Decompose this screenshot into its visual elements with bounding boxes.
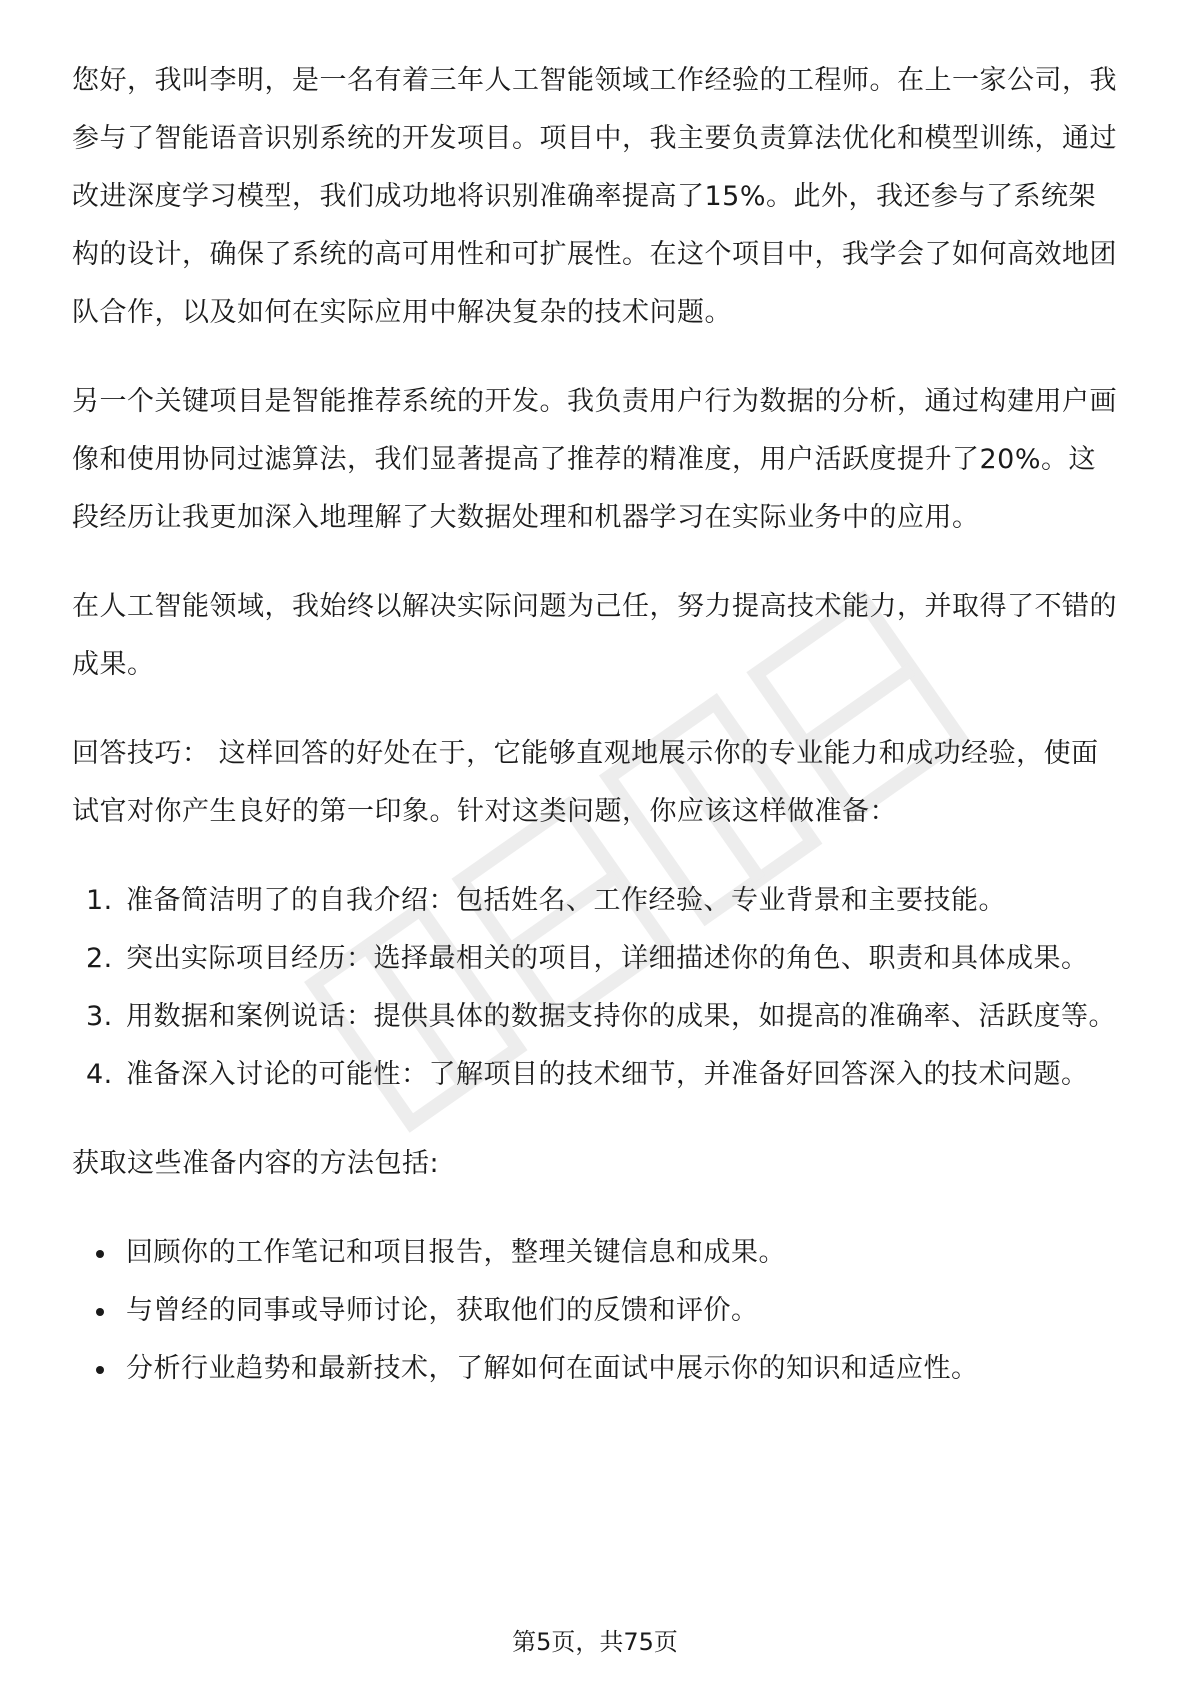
list-item-text: 回顾你的工作笔记和项目报告，整理关键信息和成果。 bbox=[126, 1237, 786, 1268]
list-item-text: 突出实际项目经历：选择最相关的项目，详细描述你的角色、职责和具体成果。 bbox=[126, 943, 1089, 974]
paragraph-methods-intro: 获取这些准备内容的方法包括: bbox=[72, 1148, 440, 1179]
list-item-text: 分析行业趋势和最新技术，了解如何在面试中展示你的知识和适应性。 bbox=[126, 1353, 979, 1384]
list-item bbox=[72, 1340, 1118, 1398]
list-item bbox=[72, 988, 1118, 1046]
list-item bbox=[72, 1282, 1118, 1340]
methods-bullet-list bbox=[72, 1224, 1118, 1398]
bullet-icon bbox=[96, 1250, 104, 1258]
list-item-text: 准备简洁明了的自我介绍：包括姓名、工作经验、专业背景和主要技能。 bbox=[126, 885, 1006, 916]
page-footer: 第5页，共75页 bbox=[512, 1628, 678, 1656]
list-number: 2. bbox=[86, 943, 113, 974]
list-number: 1. bbox=[86, 885, 113, 916]
bullet-icon bbox=[96, 1308, 104, 1316]
list-item bbox=[72, 872, 1118, 930]
list-item-text: 与曾经的同事或导师讨论，获取他们的反馈和评价。 bbox=[126, 1295, 759, 1326]
list-number: 3. bbox=[86, 1001, 113, 1032]
list-number: 4. bbox=[86, 1059, 113, 1090]
list-item bbox=[72, 1224, 1118, 1282]
paragraph-summary: 在人工智能领域，我始终以解决实际问题为己任，努力提高技术能力，并取得了不错的成果。 bbox=[72, 591, 1117, 680]
bullet-icon bbox=[96, 1366, 104, 1374]
paragraph-tips: 回答技巧： 这样回答的好处在于，它能够直观地展示你的专业能力和成功经验，使面试官对你产生良好的第一印象。针对这类问题，你应该这样做准备： bbox=[72, 738, 1099, 827]
list-item bbox=[72, 1046, 1118, 1104]
paragraph-intro: 您好，我叫李明，是一名有着三年人工智能领域工作经验的工程师。在上一家公司，我参与了智能语音识别系统的开发项目。项目中，我主要负责算法优化和模型训练，通过改进深度学习模型，我们成功地将识别准确率提高了15%。此外，我还参与了系统架构的设计，确保了系统的高可用性和可扩展性。在这个项目中，我学会了如何高效地团队合作，以及如何在实际应用中解决复杂的技术问题。 bbox=[72, 65, 1117, 328]
list-item-text: 准备深入讨论的可能性：了解项目的技术细节，并准备好回答深入的技术问题。 bbox=[126, 1059, 1089, 1090]
document-body bbox=[72, 52, 1118, 1398]
paragraph-project: 另一个关键项目是智能推荐系统的开发。我负责用户行为数据的分析，通过构建用户画像和使用协同过滤算法，我们显著提高了推荐的精准度，用户活跃度提升了20%。这段经历让我更加深入地理解了大数据处理和机器学习在实际业务中的应用。 bbox=[72, 386, 1117, 533]
list-item-text: 用数据和案例说话：提供具体的数据支持你的成果，如提高的准确率、活跃度等。 bbox=[126, 1001, 1116, 1032]
preparation-steps-list bbox=[72, 872, 1118, 1104]
list-item bbox=[72, 930, 1118, 988]
